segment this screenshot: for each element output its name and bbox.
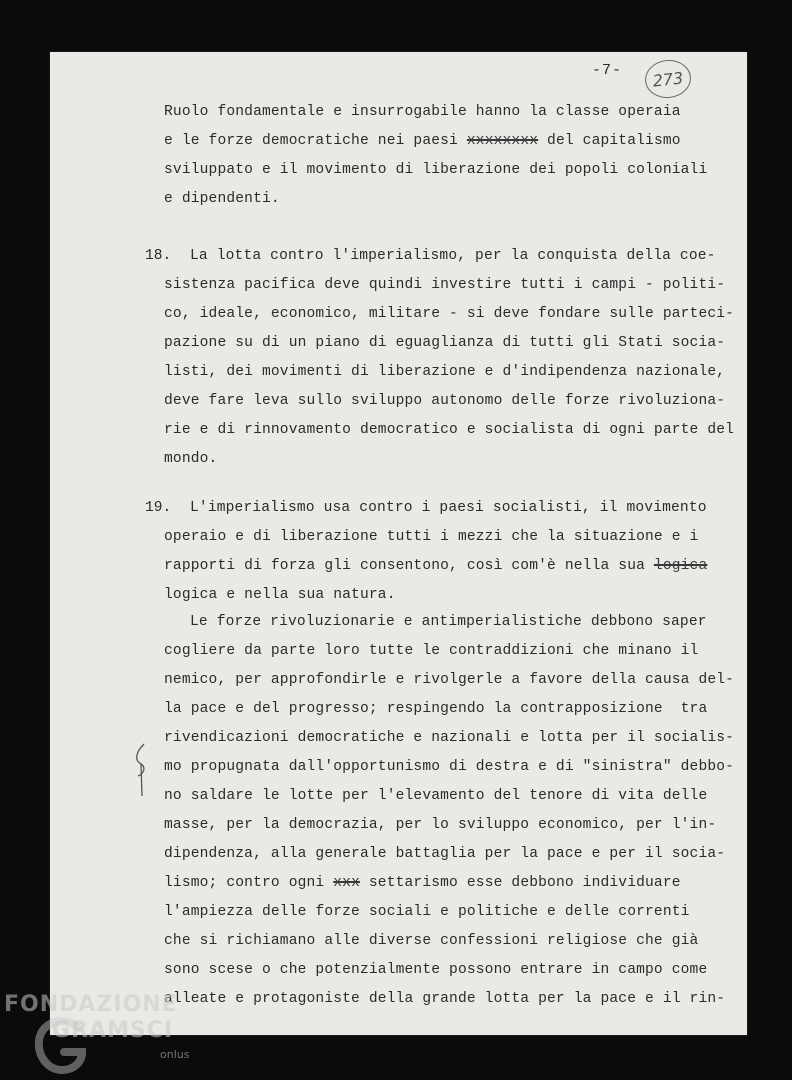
section-19-p2-line-8: masse, per la democrazia, per lo sviluppo economico, per l'in- <box>164 817 717 833</box>
section-19-p2-line-13: sono scese o che potenzialmente possono entrare in campo come <box>164 962 708 978</box>
section-19-p2-line-12: che si richiamano alle diverse confessioni religiose che già <box>164 933 699 949</box>
section-19-p2-line-4: la pace e del progresso; respingendo la contrapposizione tra <box>164 701 708 717</box>
section-19-p2-line-11: l'ampiezza delle forze sociali e politiche e delle correnti <box>164 904 690 920</box>
fondazione-gramsci-watermark <box>0 990 210 1080</box>
intro-line-3: sviluppato e il movimento di liberazione dei popoli coloniali <box>164 162 708 178</box>
section-18-line-2: sistenza pacifica deve quindi investire tutti i campi - politi- <box>164 277 726 293</box>
struck-word: xxx <box>333 875 360 891</box>
section-19-p2-line-7: no saldare le lotte per l'elevamento del tenore di vita delle <box>164 788 708 804</box>
section-18-number: 18. <box>145 248 172 264</box>
section-19-p2-line-2: cogliere da parte loro tutte le contraddizioni che minano il <box>164 643 699 659</box>
intro-line-2: e le forze democratiche nei paesi xxxxxxxx del capitalismo <box>164 133 681 149</box>
section-19-line-1: L'imperialismo usa contro i paesi socialisti, il movimento <box>190 500 707 516</box>
section-19-line-3: rapporti di forza gli consentono, così com'è nella sua logica <box>164 558 708 574</box>
section-19-p2-line-3: nemico, per approfondirle e rivolgerle a favore della causa del- <box>164 672 735 688</box>
section-18-line-8: mondo. <box>164 451 218 467</box>
section-18-line-5: listi, dei movimenti di liberazione e d'indipendenza nazionale, <box>164 364 726 380</box>
section-19-number: 19. <box>145 500 172 516</box>
intro-line-1: Ruolo fondamentale e insurrogabile hanno la classe operaia <box>164 104 681 120</box>
watermark-line-2: GRAMSCI <box>52 1018 174 1043</box>
watermark-line-3: onlus <box>160 1048 190 1061</box>
section-18-line-4: pazione su di un piano di eguaglianza di tutti gli Stati socia- <box>164 335 726 351</box>
section-19-p2-line-14: alleate e protagoniste della grande lotta per la pace e il rin- <box>164 991 726 1007</box>
section-19-p2-line-6: mo propugnata dall'opportunismo di destra e di "sinistra" debbo- <box>164 759 735 775</box>
section-19-line-2: operaio e di liberazione tutti i mezzi che la situazione e i <box>164 529 699 545</box>
intro-line-4: e dipendenti. <box>164 191 280 207</box>
section-18-line-1: La lotta contro l'imperialismo, per la conquista della coe- <box>190 248 716 264</box>
section-19-p2-line-10: lismo; contro ogni xxx settarismo esse debbono individuare <box>164 875 681 891</box>
section-18-line-6: deve fare leva sullo sviluppo autonomo delle forze rivoluziona- <box>164 393 726 409</box>
archive-number-stamp: 273 <box>643 58 693 101</box>
handwritten-margin-mark <box>132 742 150 798</box>
section-18-line-7: rie e di rinnovamento democratico e socialista di ogni parte del <box>164 422 735 438</box>
section-19-p2-line-1: Le forze rivoluzionarie e antimperialistiche debbono saper <box>190 614 707 630</box>
page-number: -7- <box>592 62 623 79</box>
watermark-line-1: FONDAZIONE <box>4 992 178 1017</box>
section-19-p2-line-9: dipendenza, alla generale battaglia per la pace e per il socia- <box>164 846 726 862</box>
struck-word: logica <box>653 558 708 574</box>
section-18-line-3: co, ideale, economico, militare - si deve fondare sulle parteci- <box>164 306 735 322</box>
struck-word: xxxxxxxx <box>466 133 539 149</box>
section-19-p2-line-5: rivendicazioni democratiche e nazionali e lotta per il socialis- <box>164 730 735 746</box>
section-19-line-4: logica e nella sua natura. <box>164 587 396 603</box>
